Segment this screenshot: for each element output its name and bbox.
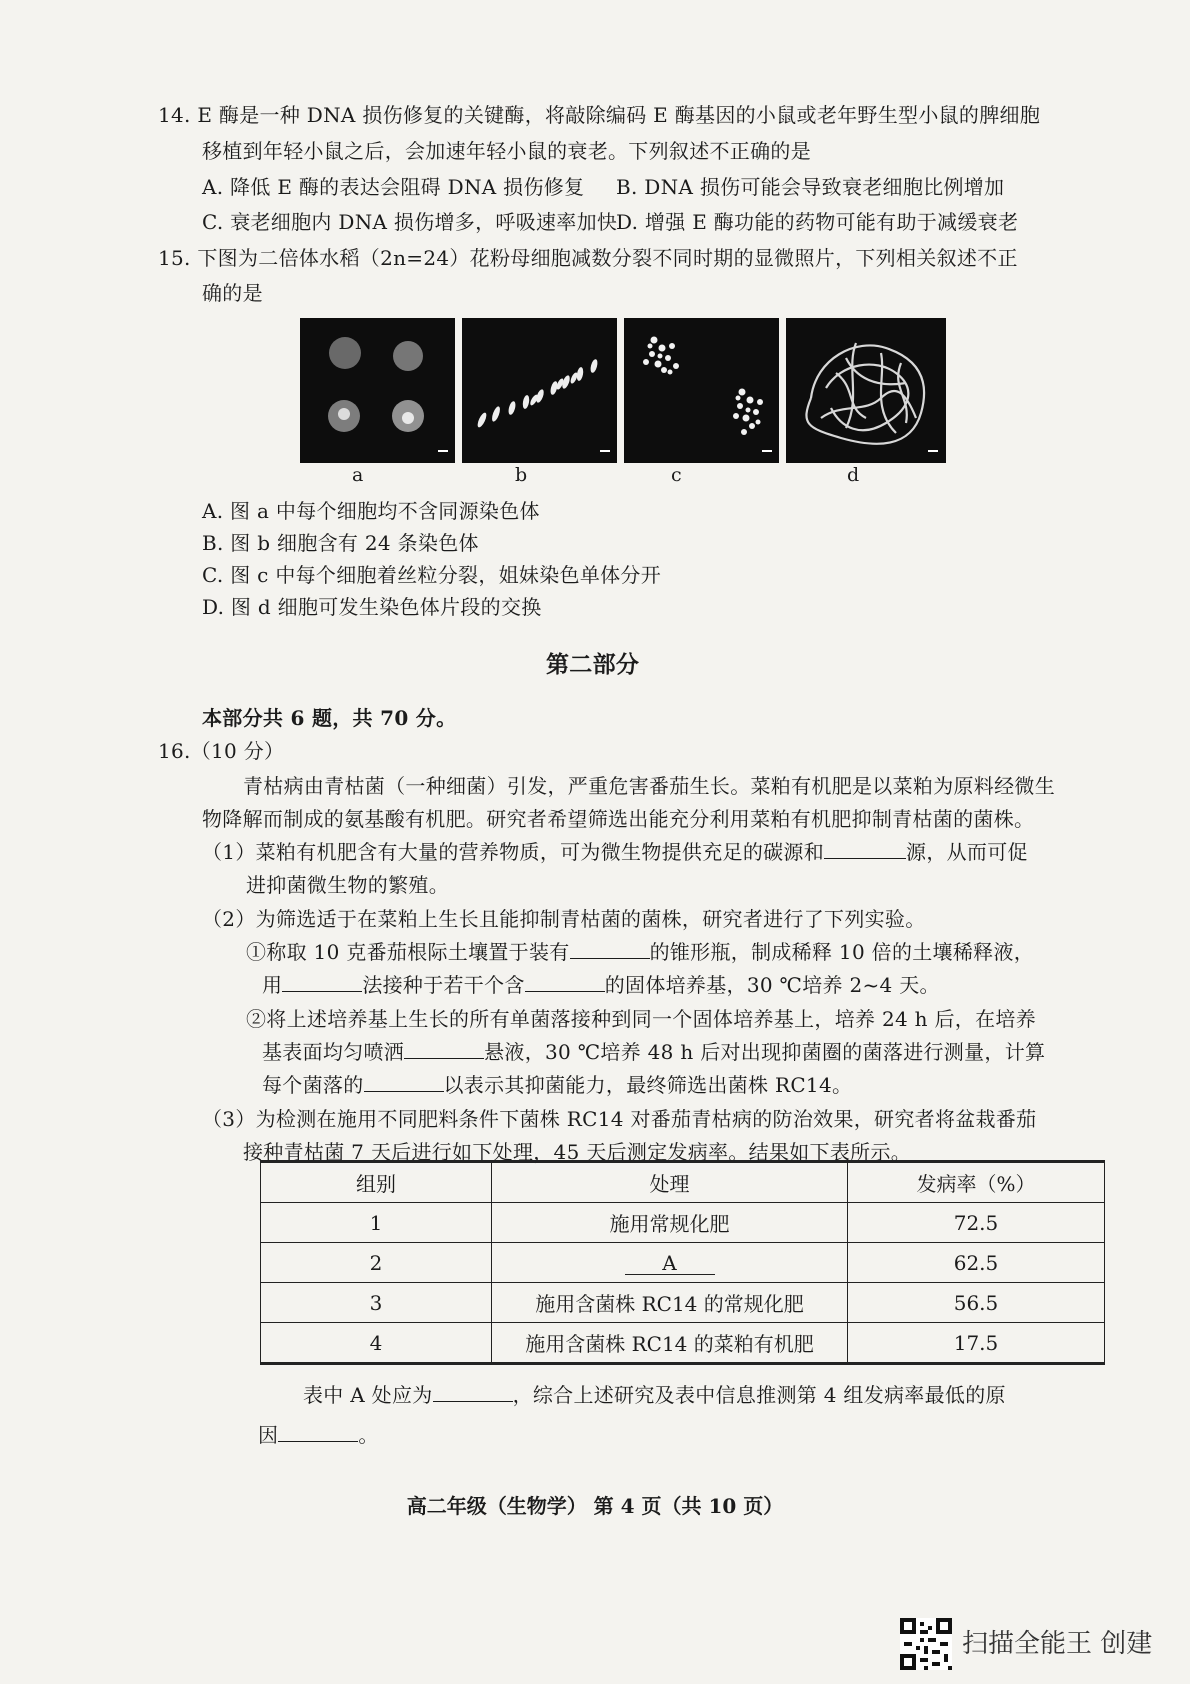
q16-sub2-step1-line1: ①称取 10 克番茄根际土壤置于装有 的锥形瓶，制成稀释 10 倍的土壤稀释液， (246, 940, 1035, 964)
table-cell: 1 (261, 1203, 492, 1243)
table-cell: 施用含菌株 RC14 的菜粕有机肥 (492, 1323, 848, 1364)
q16-sub1-line1: （1）菜粕有机肥含有大量的营养物质，可为微生物提供充足的碳源和 源，从而可促 (202, 840, 1028, 864)
answer-blank-1[interactable] (824, 838, 906, 859)
micrograph-b (462, 318, 617, 463)
table-row (261, 1323, 1105, 1364)
table-header-group: 组别 (261, 1162, 492, 1203)
q16-head: 16.（10 分） (158, 739, 285, 763)
fig-label-a: a (352, 464, 364, 486)
q14-option-c: C. 衰老细胞内 DNA 损伤增多，呼吸速率加快 (202, 210, 618, 234)
table-cell: 3 (261, 1283, 492, 1323)
q16-sub2-step2-line2: 基表面均匀喷洒 悬液，30 ℃培养 48 h 后对出现抑菌圈的菌落进行测量，计算 (262, 1040, 1046, 1064)
q16-after-line2: 因 。 (258, 1423, 379, 1447)
table-header-treatment: 处理 (492, 1162, 848, 1203)
table-row (261, 1203, 1105, 1243)
q15-line1: 15. 下图为二倍体水稻（2n=24）花粉母细胞减数分裂不同时期的显微照片，下列相关叙述不正 (158, 246, 1018, 270)
qr-code-icon (900, 1618, 952, 1670)
table-cell: 施用常规化肥 (492, 1203, 848, 1243)
answer-blank-5[interactable] (404, 1038, 484, 1059)
part2-intro: 本部分共 6 题，共 70 分。 (202, 706, 457, 730)
page-footer: 高二年级（生物学） 第 4 页（共 10 页） (406, 1494, 784, 1518)
q16-para-1: 青枯病由青枯菌（一种细菌）引发，严重危害番茄生长。菜粕有机肥是以菜粕为原料经微生 (243, 774, 1055, 798)
fig-label-b: b (515, 464, 528, 486)
table-cell: 72.5 (848, 1203, 1105, 1243)
q16-sub2-step2-line3: 每个菌落的 以表示其抑菌能力，最终筛选出菌株 RC14。 (262, 1073, 853, 1097)
answer-blank-6[interactable] (364, 1071, 444, 1092)
table-cell: 施用含菌株 RC14 的常规化肥 (492, 1283, 848, 1323)
table-cell: 56.5 (848, 1283, 1105, 1323)
micrograph-c (624, 318, 779, 463)
table-cell: 4 (261, 1323, 492, 1364)
table-header-row (261, 1162, 1105, 1203)
answer-blank-3[interactable] (282, 971, 362, 992)
scanner-watermark: 扫描全能王 创建 (962, 1629, 1153, 1659)
table-blank-a[interactable]: A (625, 1252, 715, 1275)
answer-blank-8[interactable] (278, 1421, 358, 1442)
q15-line2: 确的是 (202, 281, 263, 305)
part2-title: 第二部分 (546, 651, 640, 678)
micrograph-figure (300, 318, 1010, 463)
q16-sub2-step1-line2: 用 法接种于若干个含 的固体培养基，30 ℃培养 2~4 天。 (262, 973, 940, 997)
q14-line2: 移植到年轻小鼠之后，会加速年轻小鼠的衰老。下列叙述不正确的是 (202, 139, 811, 163)
q15-option-b: B. 图 b 细胞含有 24 条染色体 (202, 531, 479, 555)
table-cell: 17.5 (848, 1323, 1105, 1364)
q16-sub2-intro: （2）为筛选适于在菜粕上生长且能抑制青枯菌的菌株，研究者进行了下列实验。 (202, 907, 926, 931)
fig-label-c: c (671, 464, 682, 486)
q16-sub2-step2-line1: ②将上述培养基上生长的所有单菌落接种到同一个固体培养基上，培养 24 h 后，在培养 (246, 1007, 1037, 1031)
q15-option-c: C. 图 c 中每个细胞着丝粒分裂，姐妹染色单体分开 (202, 563, 662, 587)
micrograph-d (786, 318, 946, 463)
q16-after-line1: 表中 A 处应为 ，综合上述研究及表中信息推测第 4 组发病率最低的原 (303, 1383, 1006, 1407)
table-row (261, 1243, 1105, 1283)
q16-para-2: 物降解而制成的氨基酸有机肥。研究者希望筛选出能充分利用菜粕有机肥抑制青枯菌的菌株。 (202, 807, 1035, 831)
q15-option-a: A. 图 a 中每个细胞均不含同源染色体 (202, 499, 540, 523)
q14-option-d: D. 增强 E 酶功能的药物可能有助于减缓衰老 (616, 210, 1019, 234)
table-cell: 2 (261, 1243, 492, 1283)
table-header-rate: 发病率（%） (848, 1162, 1105, 1203)
answer-blank-2[interactable] (570, 938, 650, 959)
q16-sub1-line2: 进抑菌微生物的繁殖。 (246, 873, 449, 897)
fig-label-d: d (847, 464, 860, 486)
table-cell-blank-a (492, 1243, 848, 1283)
answer-blank-7[interactable] (433, 1381, 513, 1402)
answer-blank-4[interactable] (525, 971, 605, 992)
q14-line1: 14. E 酶是一种 DNA 损伤修复的关键酶，将敲除编码 E 酶基因的小鼠或老年野生型小鼠的脾细胞 (158, 103, 1041, 127)
table-cell: 62.5 (848, 1243, 1105, 1283)
q16-sub3-line2: 接种青枯菌 7 天后进行如下处理，45 天后测定发病率。结果如下表所示。 (243, 1140, 912, 1164)
q14-option-b: B. DNA 损伤可能会导致衰老细胞比例增加 (616, 175, 1005, 199)
micrograph-a (300, 318, 455, 463)
table-row (261, 1283, 1105, 1323)
q15-option-d: D. 图 d 细胞可发生染色体片段的交换 (202, 595, 542, 619)
q16-sub3-line1: （3）为检测在施用不同肥料条件下菌株 RC14 对番茄青枯病的防治效果，研究者将盆栽番茄 (202, 1107, 1037, 1131)
results-table (260, 1160, 1105, 1365)
q14-option-a: A. 降低 E 酶的表达会阻碍 DNA 损伤修复 (202, 175, 585, 199)
